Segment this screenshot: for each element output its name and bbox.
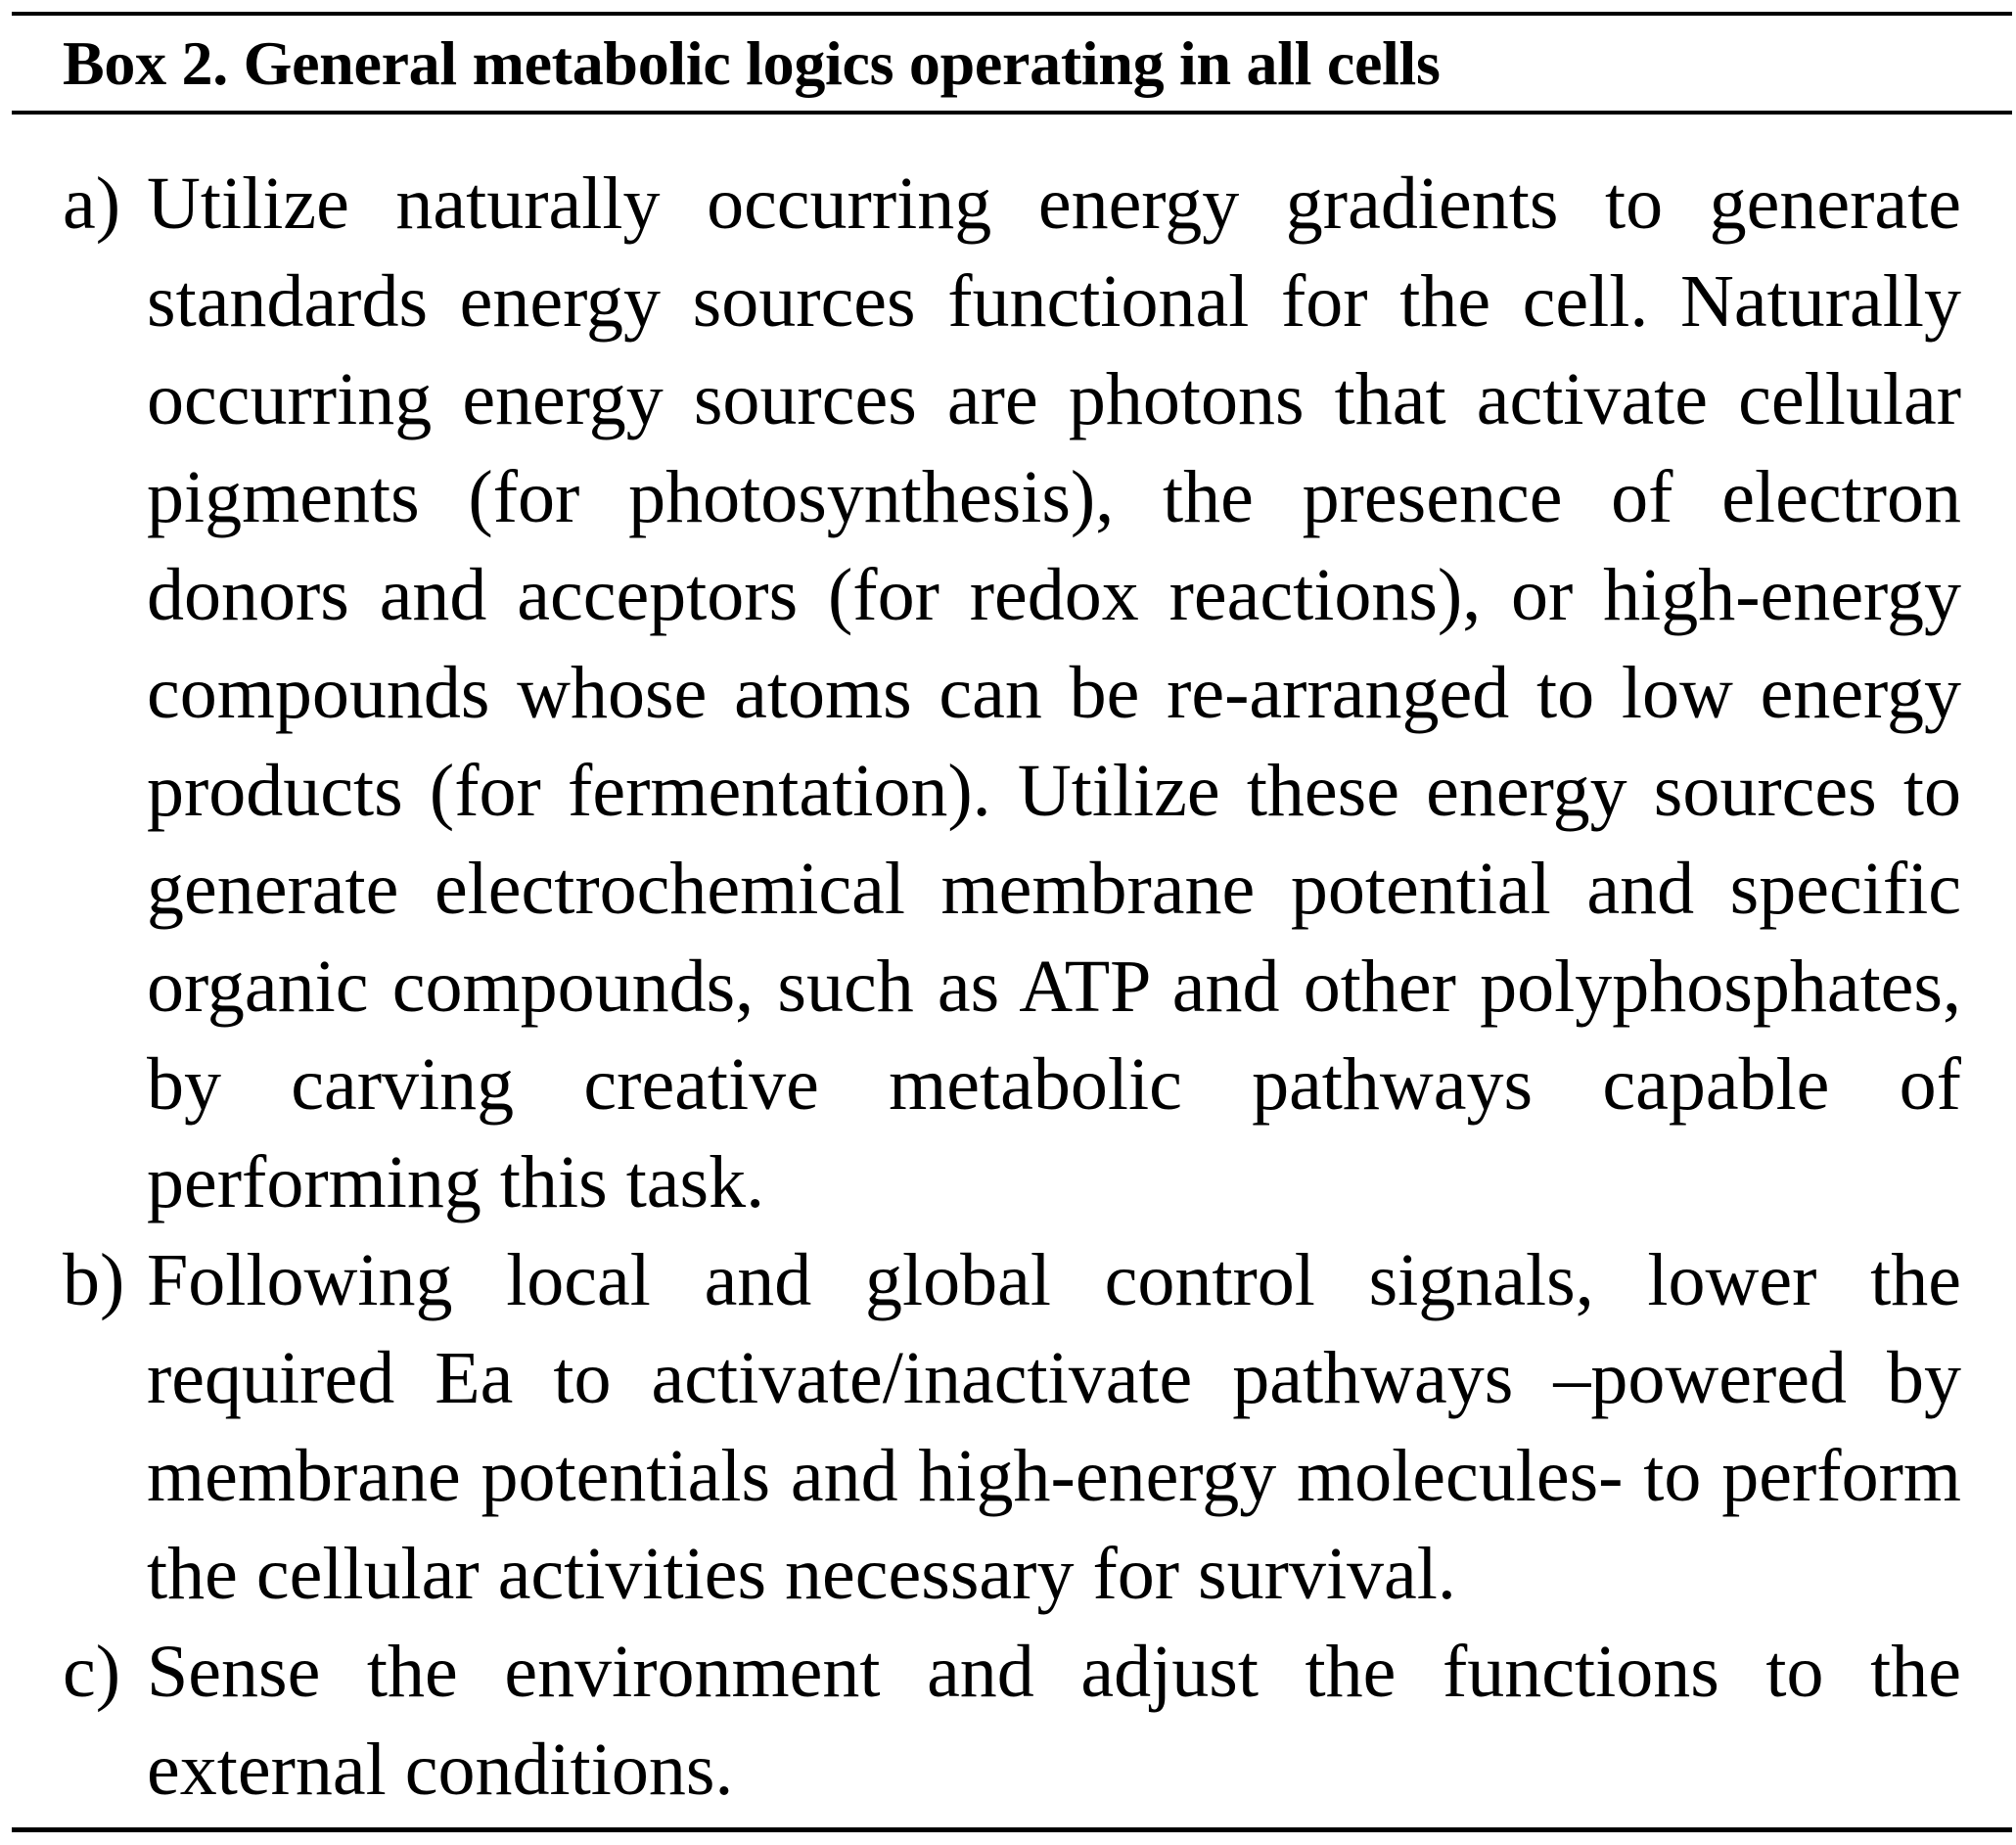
top-rule xyxy=(12,12,2012,16)
bottom-rule xyxy=(12,1827,2012,1832)
item-text: Following local and global control signals, lower the required Ea to activate/inactivate pathways –powered by membrane potentials and high-energy molecules- to perform the cellular activities necessary for survival. xyxy=(147,1239,1961,1615)
list-item-c xyxy=(63,1623,1961,1819)
list-item-b xyxy=(63,1231,1961,1623)
item-list xyxy=(63,155,1961,1819)
item-text: Utilize naturally occurring energy gradients to generate standards energy sources functional for the cell. Naturally occurring energy sources are photons that activate cellular pigments (for photosynthesis), the presence of electron donors and acceptors (for redox reactions), or high-energy compounds whose atoms can be re-arranged to low energy products (for fermentation). Utilize these energy sources to generate electrochemical membrane potential and specific organic compounds, such as ATP and other polyphosphates, by carving creative metabolic pathways capable of performing this task. xyxy=(147,162,1961,1223)
item-text: Sense the environment and adjust the functions to the external conditions. xyxy=(147,1631,1961,1811)
item-marker: a) xyxy=(63,162,121,245)
title-rule xyxy=(12,111,2012,115)
list-item-a xyxy=(63,155,1961,1231)
box-title: Box 2. General metabolic logics operating in all cells xyxy=(63,28,1441,98)
item-marker: c) xyxy=(63,1631,121,1713)
item-marker: b) xyxy=(63,1239,125,1321)
